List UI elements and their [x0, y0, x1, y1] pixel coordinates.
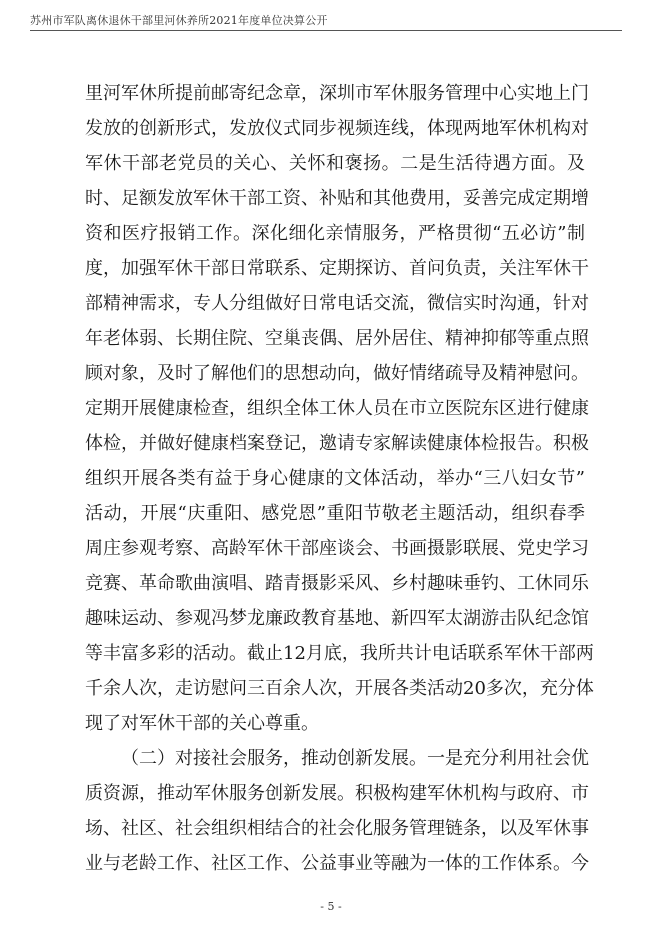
text-line: 周庄参观考察、高龄军休干部座谈会、书画摄影联展、党史学习	[85, 538, 589, 559]
text-line: 度，加强军休干部日常联系、定期探访、首问负责，关注军休干	[85, 258, 589, 279]
section-heading-line: （二）对接社会服务，推动创新发展。一是充分利用社会优	[121, 748, 589, 769]
text-line: 部精神需求，专人分组做好日常电话交流，微信实时沟通，针对	[85, 293, 589, 314]
text-line: 发放的创新形式，发放仪式同步视频连线，体现两地军休机构对	[85, 118, 589, 139]
text-line: 活动，开展“庆重阳、感党恩”重阳节敬老主题活动，组织春季	[85, 503, 585, 524]
text-line: 场、社区、社会组织相结合的社会化服务管理链条，以及军休事	[85, 818, 589, 839]
text-line: 趣味运动、参观冯梦龙廉政教育基地、新四军太湖游击队纪念馆	[85, 608, 589, 629]
text-line: 竞赛、革命歌曲演唱、踏青摄影采风、乡村趣味垂钓、工休同乐	[85, 573, 589, 594]
text-line: 业与老龄工作、社区工作、公益事业等融为一体的工作体系。今	[85, 853, 589, 874]
header-divider	[30, 30, 622, 31]
page-number: - 5 -	[320, 900, 342, 913]
header-title: 苏州市军队离休退休干部里河休养所2021年度单位决算公开	[30, 14, 328, 27]
page-header	[30, 12, 632, 32]
text-line: 千余人次，走访慰问三百余人次，开展各类活动20多次，充分体	[85, 678, 594, 699]
text-line: 军休干部老党员的关心、关怀和褒扬。二是生活待遇方面。及	[85, 153, 585, 174]
text-line: 组织开展各类有益于身心健康的文体活动，举办“三八妇女节”	[85, 468, 585, 489]
text-line: 等丰富多彩的活动。截止12月底，我所共计电话联系军休干部两	[85, 643, 594, 664]
text-line: 资和医疗报销工作。深化细化亲情服务，严格贯彻“五必访”制	[85, 223, 585, 244]
text-line: 年老体弱、长期住院、空巢丧偶、居外居住、精神抑郁等重点照	[85, 328, 589, 349]
document-body	[85, 76, 594, 881]
text-line: 顾对象，及时了解他们的思想动向，做好情绪疏导及精神慰问。	[85, 363, 589, 384]
text-line: 体检，并做好健康档案登记，邀请专家解读健康体检报告。积极	[85, 433, 589, 454]
text-line: 时、足额发放军休干部工资、补贴和其他费用，妥善完成定期增	[85, 188, 589, 209]
text-line: 定期开展健康检查，组织全体工休人员在市立医院东区进行健康	[85, 398, 589, 419]
text-line: 质资源，推动军休服务创新发展。积极构建军休机构与政府、市	[85, 783, 589, 804]
text-line: 里河军休所提前邮寄纪念章，深圳市军休服务管理中心实地上门	[85, 83, 589, 104]
text-line: 现了对军休干部的关心尊重。	[85, 713, 319, 734]
